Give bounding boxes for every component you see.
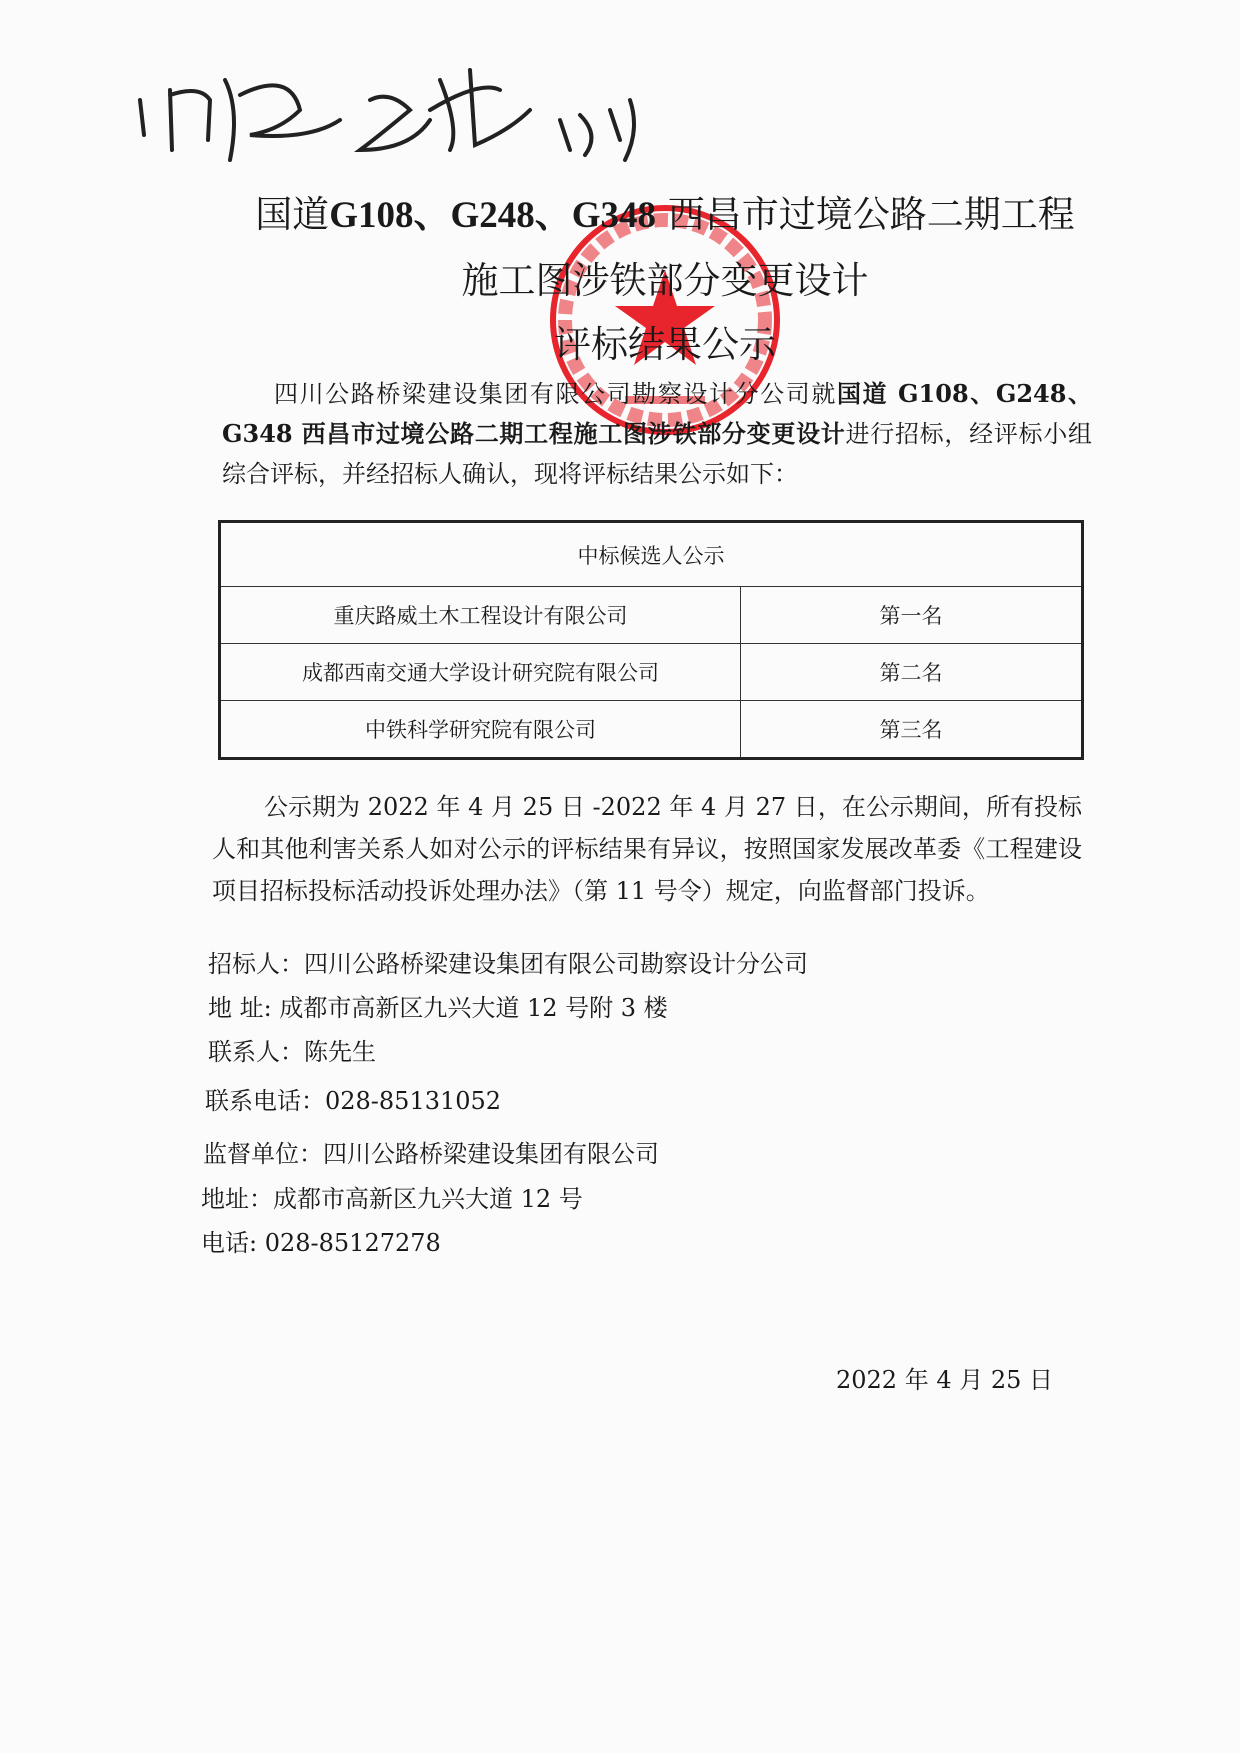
contact-address: 地 址: 成都市高新区九兴大道 12 号附 3 楼 bbox=[208, 994, 668, 1022]
table-row bbox=[220, 644, 1083, 701]
handwritten-signature bbox=[130, 40, 650, 170]
table-header: 中标候选人公示 bbox=[220, 522, 1083, 587]
title-line-1: 国道G108、G248、G348 西昌市过境公路二期工程 bbox=[255, 193, 1075, 236]
rank-cell: 第二名 bbox=[741, 644, 1083, 701]
intro-paragraph: 四川公路桥梁建设集团有限公司勘察设计分公司就国道 G108、G248、G348 西昌市过境公路二期工程施工图涉铁部分变更设计进行招标，经评标小组综合评标，并经招标人确认，现将评标结果公示如下： bbox=[222, 379, 1093, 488]
candidate-table bbox=[218, 520, 1084, 760]
contact-tenderer: 招标人：四川公路桥梁建设集团有限公司勘察设计分公司 bbox=[208, 950, 808, 978]
table-row bbox=[220, 587, 1083, 644]
title-line-2: 施工图涉铁部分变更设计 bbox=[461, 259, 869, 302]
supervisor-unit: 监督单位：四川公路桥梁建设集团有限公司 bbox=[203, 1140, 659, 1168]
rank-cell: 第三名 bbox=[741, 701, 1083, 759]
contact-person: 联系人：陈先生 bbox=[208, 1038, 376, 1066]
supervisor-phone: 电话: 028-85127278 bbox=[201, 1229, 441, 1257]
company-cell: 成都西南交通大学设计研究院有限公司 bbox=[220, 644, 741, 701]
supervisor-address: 地址：成都市高新区九兴大道 12 号 bbox=[201, 1185, 583, 1213]
notice-paragraph: 公示期为 2022 年 4 月 25 日 -2022 年 4 月 27 日，在公示期间，所有投标人和其他利害关系人如对公示的评标结果有异议，按照国家发展改革委《工程建设项目招标投标活动投诉处理办法》（第 11 号令）规定，向监督部门投诉。 bbox=[212, 793, 1082, 905]
title-line-3: 评标结果公示 bbox=[554, 323, 776, 366]
table-row bbox=[220, 701, 1083, 759]
rank-cell: 第一名 bbox=[741, 587, 1083, 644]
document-date: 2022 年 4 月 25 日 bbox=[836, 1366, 1054, 1394]
contact-phone: 联系电话：028-85131052 bbox=[205, 1087, 502, 1115]
company-cell: 中铁科学研究院有限公司 bbox=[220, 701, 741, 759]
company-cell: 重庆路威土木工程设计有限公司 bbox=[220, 587, 741, 644]
